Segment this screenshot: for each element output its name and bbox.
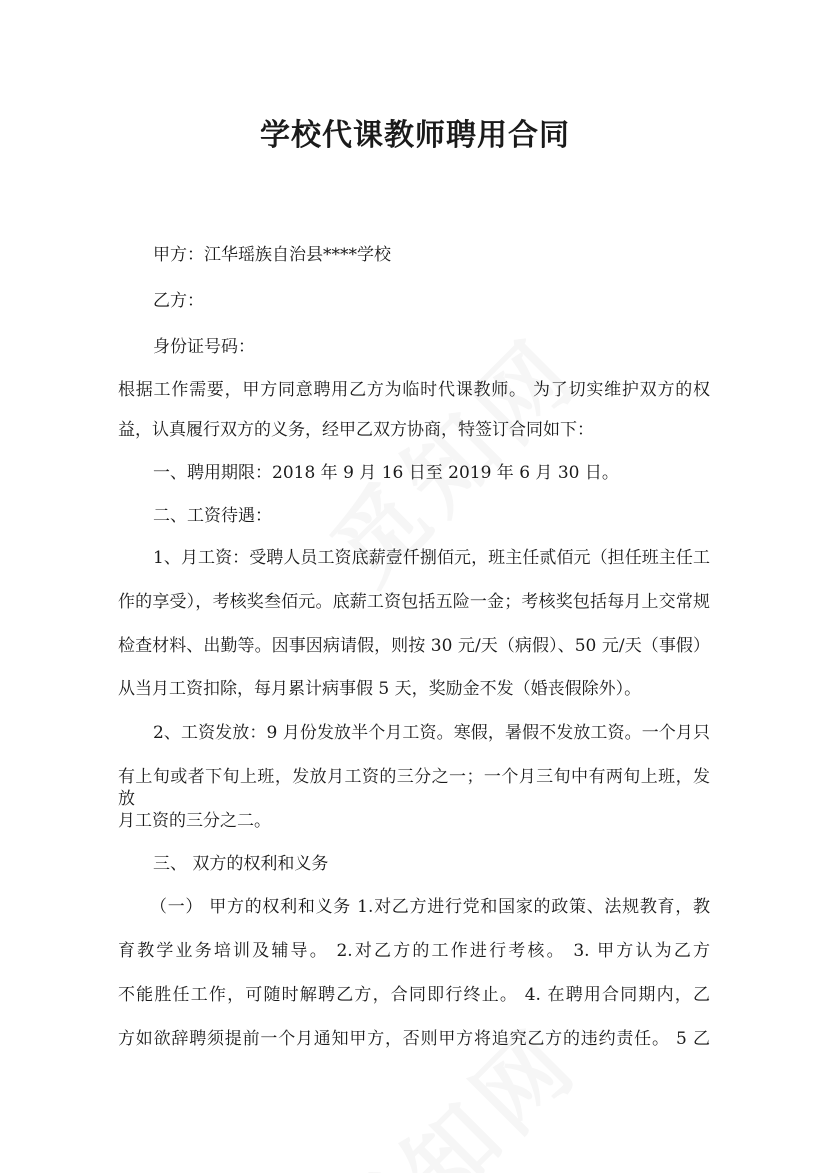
paragraph-line: 检查材料、出勤等。因事因病请假，则按 30 元/天（病假）、50 元/天（事假） <box>118 636 710 656</box>
paragraph-line: 1、月工资：受聘人员工资底薪壹仟捌佰元，班主任贰佰元（担任班主任工 <box>153 548 710 568</box>
section-heading: 三、 双方的权利和义务 <box>153 854 329 874</box>
paragraph-line: 2、工资发放：9 月份发放半个月工资。寒假，暑假不发放工资。一个月只 <box>153 723 710 743</box>
paragraph-line: 有上旬或者下旬上班，发放月工资的三分之一；一个月三旬中有两旬上班，发放 <box>118 767 710 809</box>
term-line: 一、聘用期限：2018 年 9 月 16 日至 2019 年 6 月 30 日。 <box>153 463 619 483</box>
paragraph-line: 育教学业务培训及辅导。 2.对乙方的工作进行考核。 3. 甲方认为乙方 <box>118 941 710 961</box>
paragraph-line: 根据工作需要，甲方同意聘用乙方为临时代课教师。 为了切实维护双方的权 <box>118 380 710 400</box>
paragraph-line: 益，认真履行双方的义务，经甲乙双方协商，特签订合同如下： <box>118 420 594 440</box>
document-title: 学校代课教师聘用合同 <box>260 118 570 153</box>
paragraph-line: 从当月工资扣除，每月累计病事假 5 天，奖励金不发（婚丧假除外）。 <box>118 679 642 699</box>
party-a-line: 甲方：江华瑶族自治县****学校 <box>153 245 391 265</box>
party-b-line: 乙方： <box>153 291 204 311</box>
paragraph-line: 月工资的三分之二。 <box>118 811 271 831</box>
id-number-line: 身份证号码： <box>153 337 255 357</box>
watermark <box>298 993 602 1173</box>
section-heading: 二、工资待遇： <box>153 506 272 526</box>
paragraph-line: （一） 甲方的权利和义务 1.对乙方进行党和国家的政策、法规教育，教 <box>150 897 710 917</box>
paragraph-line: 方如欲辞聘须提前一个月通知甲方，否则甲方将追究乙方的违约责任。 5 乙 <box>118 1029 710 1049</box>
paragraph-line: 作的享受），考核奖叁佰元。底薪工资包括五险一金；考核奖包括每月上交常规 <box>118 592 710 612</box>
paragraph-line: 不能胜任工作，可随时解聘乙方，合同即行终止。 4. 在聘用合同期内，乙 <box>118 985 710 1005</box>
